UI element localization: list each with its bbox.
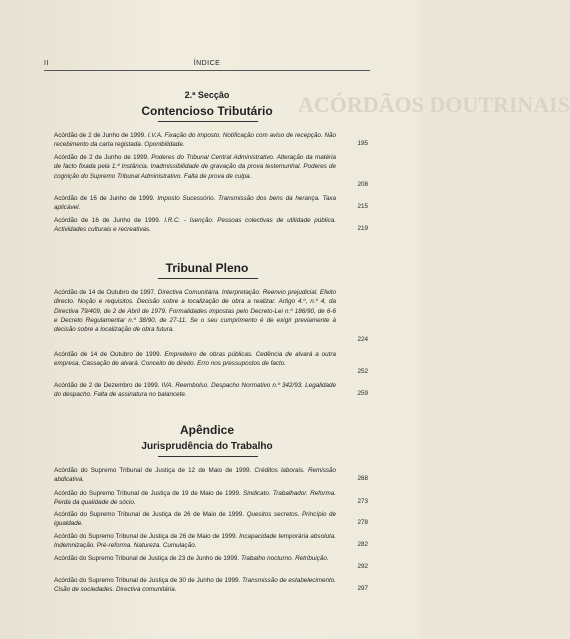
entry-lead: Acórdão de 2 de Junho de 1999. [54,154,149,161]
entry-description: Poderes do Tribunal Central Administrativo. Alteração da matéria de facto fixada pela 1.ª Instância. Inadmissibilidade de gravação da prova testemunhal. Poderes de cognição do Supremo Tribunal Administrativo. Falta de prova de culpa. [54,154,337,180]
entry-page: 252 [357,368,368,375]
entry-lead: Acórdão do Supremo Tribunal de Justiça de 23 de Junho de 1999. [54,555,240,562]
page-number: II [44,60,49,67]
entry-lead: Acórdão do Supremo Tribunal de Justiça de 12 de Maio de 1999. [54,467,252,474]
index-entry [54,510,336,529]
index-entry [54,489,336,508]
appendix-title: Apêndice [179,423,234,437]
entry-page: 259 [357,390,368,397]
index-entry [54,153,336,181]
entry-lead: Acórdão de 14 de Outubro de 1999. [54,351,162,358]
entry-description: Directiva Comunitária. Interpretação. Reenvio prejudicial. Efeito directo. Noção e requisitos. Decisão sobre a localização de obra a realizar. Artigo 4.º, n.º 4, da Directiva 79/409, de 2 de Abril de 1979. Formalidades impostas pelo Decreto-Lei n.º 186/90, de 6-6 e Decreto Regulamentar n.º 38/90, de 27-11. Se o seu cumprimento é de exigir previamente à decisão sobre a localização de obra futura. [54,289,337,334]
entry-lead: Acórdão de 2 de Dezembro de 1999. [54,382,160,389]
entry-page: 292 [357,563,368,570]
entry-lead: Acórdão de 16 de Junho de 1999. [54,217,161,224]
entry-lead: Acórdão do Supremo Tribunal de Justiça de 30 de Junho de 1999. [54,577,241,584]
entry-description: Trabalho nocturno. Retribuição. [240,555,329,562]
entry-description: Imposto Sucessório. Transmissão dos bens da herança. Taxa aplicável. [54,195,336,212]
index-entry [54,554,336,563]
entry-lead: Acórdão de 16 de Junho de 1999. [54,195,155,202]
section-rule [158,456,258,457]
section-title: Contencioso Tributário [141,104,273,118]
entry-lead: Acórdão do Supremo Tribunal de Justiça de 26 de Maio de 1999. [54,533,238,540]
index-entry [54,576,336,595]
entry-description: Empreiteiro de obras públicas. Cedência de alvará a outra empresa. Cassação de alvará. Conceito de direito. Erro nos pressupostos de facto. [54,351,336,368]
entry-page: 219 [357,225,368,232]
header-rule [44,70,370,71]
entry-page: 278 [357,519,368,526]
entry-lead: Acórdão de 14 de Outubro de 1997. [54,289,156,296]
entry-page: 215 [357,203,368,210]
entry-lead: Acórdão de 2 de Junho de 1999. [54,132,146,139]
entry-description: IVA. Reembolso. Despacho Normativo n.º 342/93. Legalidade do despacho. Falta de assinatura no balancete. [54,382,336,399]
entry-description: Transmissão de estabelecimento. Cisão de sociedades. Directiva comunitária. [54,577,337,594]
entry-page: 273 [357,498,368,505]
index-entry [54,131,336,150]
section-title: Jurisprudência do Trabalho [141,441,273,452]
section-rule [158,278,258,279]
entry-description: Incapacidade temporária absoluta. Indemnização. Pré-reforma. Natureza. Cumulação. [54,533,336,550]
show-through-text: ACÓRDÃOS DOUTRINAIS [298,92,570,117]
index-entry [54,350,336,369]
index-entry [54,288,336,334]
index-entry [54,466,336,485]
section-title: Tribunal Pleno [165,261,249,275]
section-subtitle: 2.ª Secção [184,90,230,100]
entry-description: Sindicato. Trabalhador. Reforma. Perda da qualidade de sócio. [54,490,336,507]
entry-page: 195 [357,140,368,147]
index-entry [54,216,336,235]
entry-description: I.V.A. Fixação do imposto. Notificação com aviso de recepção. Não recebimento da carta registada. Oponibilidade. [54,132,337,149]
index-entry [54,532,336,551]
section-rule [158,121,258,122]
entry-page: 208 [357,181,368,188]
entry-page: 297 [357,585,368,592]
index-entry [54,194,336,213]
entry-page: 224 [357,336,368,343]
index-entry [54,381,336,400]
entry-lead: Acórdão do Supremo Tribunal de Justiça de 26 de Maio de 1999. [54,511,245,518]
entry-lead: Acórdão do Supremo Tribunal de Justiça de 19 de Maio de 1999. [54,490,241,497]
entry-page: 282 [357,541,368,548]
entry-description: Créditos laborais. Remissão abdicativa. [54,467,336,484]
header-title: ÍNDICE [193,60,221,67]
entry-description: I.R.C. - Isenção. Pessoas colectivas de utilidade pública. Actividades culturais e recreativas. [54,217,336,234]
entry-description: Quesitos secretos. Princípio de igualdade. [54,511,336,528]
entry-page: 268 [357,475,368,482]
